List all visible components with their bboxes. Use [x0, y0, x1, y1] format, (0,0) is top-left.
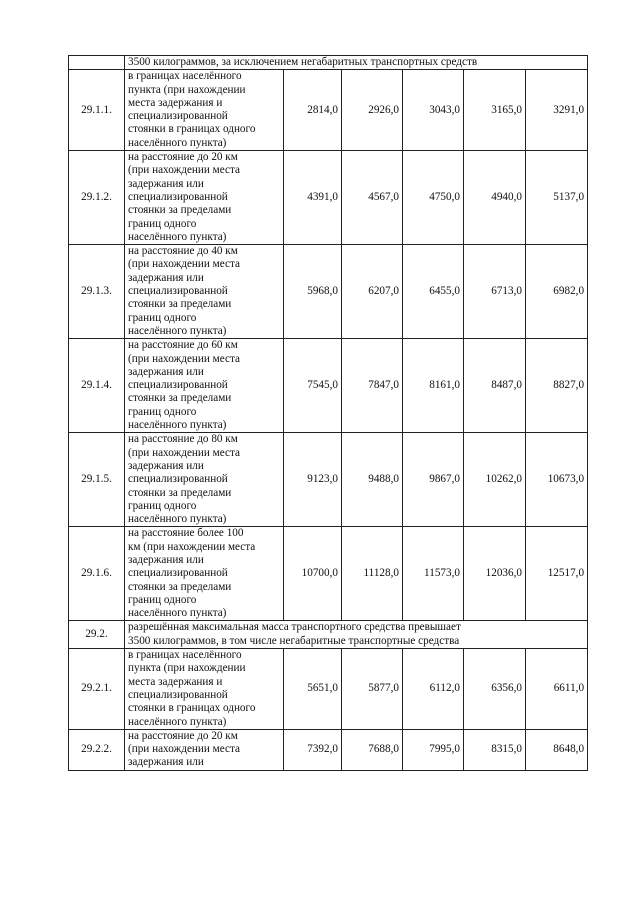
tariff-row	[69, 433, 588, 527]
tariff-value: 6611,0	[526, 649, 588, 730]
description-line: (при нахождении места	[128, 352, 240, 365]
tariff-value: 8487,0	[464, 339, 526, 433]
description-line: границ одного	[128, 217, 197, 230]
description-line: специализированной	[128, 688, 228, 701]
description-line: специализированной	[128, 379, 228, 392]
section-row	[69, 621, 588, 649]
tariff-value: 4750,0	[403, 151, 464, 245]
tariff-value: 8648,0	[526, 729, 588, 770]
description-line: границ одного	[128, 405, 197, 418]
description-line: задержания или	[128, 271, 204, 284]
description-line: в границах населённого	[128, 649, 242, 662]
item-description	[125, 729, 284, 770]
description-line: населённого пункта)	[128, 607, 227, 620]
tariff-value: 8315,0	[464, 729, 526, 770]
description-line: специализированной	[128, 567, 228, 580]
description-line: задержания или	[128, 177, 204, 190]
description-line: стоянки за пределами	[128, 580, 232, 593]
tariff-value: 4940,0	[464, 151, 526, 245]
item-description	[125, 151, 284, 245]
description-line: пункта (при нахождении	[128, 83, 246, 96]
tariff-value: 7688,0	[342, 729, 403, 770]
tariff-value: 5968,0	[284, 245, 342, 339]
item-description	[125, 433, 284, 527]
tariff-value: 6982,0	[526, 245, 588, 339]
tariff-value: 3165,0	[464, 70, 526, 151]
description-line: стоянки за пределами	[128, 204, 232, 217]
tariff-value: 7545,0	[284, 339, 342, 433]
tariff-value: 7847,0	[342, 339, 403, 433]
description-line: специализированной	[128, 285, 228, 298]
description-line: стоянки в границах одного	[128, 123, 256, 136]
tariff-value: 4567,0	[342, 151, 403, 245]
section-line: разрешённая максимальная масса транспортного средства превышает	[128, 621, 461, 634]
description-line: стоянки в границах одного	[128, 702, 256, 715]
description-line: на расстояние до 60 км	[128, 339, 238, 352]
tariff-value: 5651,0	[284, 649, 342, 730]
tariff-value: 5877,0	[342, 649, 403, 730]
description-line: населённого пункта)	[128, 136, 227, 149]
item-description	[125, 649, 284, 730]
tariff-value: 2926,0	[342, 70, 403, 151]
tariff-value: 6207,0	[342, 245, 403, 339]
description-line: (при нахождении места	[128, 743, 240, 756]
description-line: пункта (при нахождении	[128, 662, 246, 675]
tariff-value: 7995,0	[403, 729, 464, 770]
tariff-value: 5137,0	[526, 151, 588, 245]
code-cell	[69, 56, 125, 70]
tariff-value: 8827,0	[526, 339, 588, 433]
tariff-row	[69, 70, 588, 151]
item-description	[125, 245, 284, 339]
section-code: 29.2.	[69, 621, 125, 649]
description-line: задержания или	[128, 459, 204, 472]
description-line: задержания или	[128, 553, 204, 566]
tariff-value: 2814,0	[284, 70, 342, 151]
tariff-value: 11573,0	[403, 527, 464, 621]
description-line: км (при нахождении места	[128, 540, 256, 553]
description-line: населённого пункта)	[128, 230, 227, 243]
description-line: стоянки за пределами	[128, 392, 232, 405]
tariff-value: 9123,0	[284, 433, 342, 527]
description-line: границ одного	[128, 499, 197, 512]
tariff-value: 3043,0	[403, 70, 464, 151]
item-code: 29.1.5.	[69, 433, 125, 527]
item-code: 29.1.3.	[69, 245, 125, 339]
tariff-row	[69, 527, 588, 621]
item-code: 29.2.1.	[69, 649, 125, 730]
section-description	[125, 621, 588, 649]
item-code: 29.1.1.	[69, 70, 125, 151]
tariff-value: 9867,0	[403, 433, 464, 527]
description-line: на расстояние до 40 км	[128, 245, 238, 258]
description-line: в границах населённого	[128, 70, 242, 83]
tariff-value: 10262,0	[464, 433, 526, 527]
tariff-row	[69, 649, 588, 730]
description-line: (при нахождении места	[128, 164, 240, 177]
tariff-value: 3291,0	[526, 70, 588, 151]
description-line: специализированной	[128, 473, 228, 486]
tariff-row	[69, 151, 588, 245]
description-line: задержания или	[128, 756, 204, 769]
tariff-value: 6713,0	[464, 245, 526, 339]
item-code: 29.1.4.	[69, 339, 125, 433]
item-description	[125, 527, 284, 621]
tariff-value: 6455,0	[403, 245, 464, 339]
tariff-value: 7392,0	[284, 729, 342, 770]
item-code: 29.1.2.	[69, 151, 125, 245]
description-line: границ одного	[128, 593, 197, 606]
tariff-value: 6112,0	[403, 649, 464, 730]
tariff-table	[68, 55, 588, 771]
tariff-row	[69, 729, 588, 770]
tariff-value: 12517,0	[526, 527, 588, 621]
item-code: 29.2.2.	[69, 729, 125, 770]
item-code: 29.1.6.	[69, 527, 125, 621]
tariff-value: 9488,0	[342, 433, 403, 527]
description-line: населённого пункта)	[128, 324, 227, 337]
description-line: на расстояние до 20 км	[128, 151, 238, 164]
tariff-value: 10673,0	[526, 433, 588, 527]
tariff-row	[69, 339, 588, 433]
description-line: населённого пункта)	[128, 715, 227, 728]
description-line: задержания или	[128, 365, 204, 378]
description-line: специализированной	[128, 190, 228, 203]
tariff-table-body	[69, 56, 588, 771]
section-line: 3500 килограммов, в том числе негабаритные транспортные средства	[128, 634, 460, 647]
description-line: места задержания и	[128, 675, 223, 688]
tariff-row	[69, 245, 588, 339]
description-line: стоянки за пределами	[128, 298, 232, 311]
continuation-header-text: 3500 килограммов, за исключением негабаритных транспортных средств	[125, 56, 588, 70]
continuation-header-row	[69, 56, 588, 70]
description-line: населённого пункта)	[128, 419, 227, 432]
description-line: границ одного	[128, 311, 197, 324]
description-line: на расстояние до 20 км	[128, 729, 238, 742]
description-line: населённого пункта)	[128, 513, 227, 526]
tariff-value: 8161,0	[403, 339, 464, 433]
description-line: стоянки за пределами	[128, 486, 232, 499]
description-line: на расстояние до 80 км	[128, 433, 238, 446]
tariff-value: 12036,0	[464, 527, 526, 621]
tariff-value: 4391,0	[284, 151, 342, 245]
tariff-value: 10700,0	[284, 527, 342, 621]
tariff-value: 6356,0	[464, 649, 526, 730]
description-line: (при нахождении места	[128, 258, 240, 271]
description-line: (при нахождении места	[128, 446, 240, 459]
item-description	[125, 339, 284, 433]
description-line: специализированной	[128, 110, 228, 123]
description-line: на расстояние более 100	[128, 527, 244, 540]
item-description	[125, 70, 284, 151]
tariff-value: 11128,0	[342, 527, 403, 621]
description-line: места задержания и	[128, 96, 223, 109]
